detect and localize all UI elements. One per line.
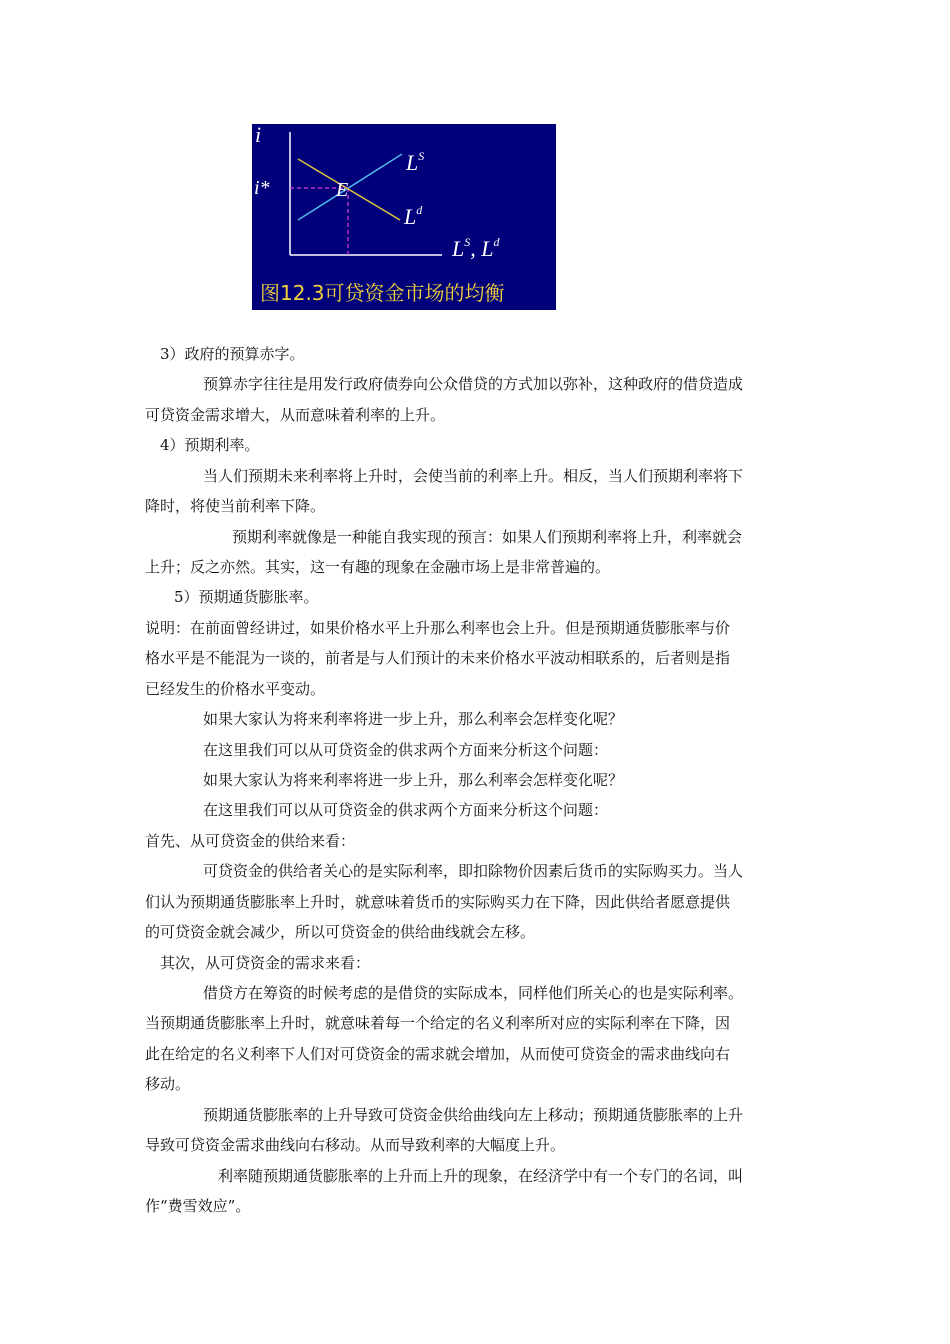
paragraph-line: 在这里我们可以从可贷资金的供求两个方面来分析这个问题： bbox=[203, 801, 609, 819]
paragraph-line: 预期利率就像是一种能自我实现的预言：如果人们预期利率将上升，利率就会 bbox=[232, 528, 743, 546]
paragraph-line: 格水平是不能混为一谈的，前者是与人们预计的未来价格水平波动相联系的，后者则是指 bbox=[145, 649, 731, 667]
paragraph-line: 导致可贷资金需求曲线向右移动。从而导致利率的大幅度上升。 bbox=[145, 1136, 566, 1154]
paragraph-line: 们认为预期通货膨胀率上升时，就意味着货币的实际购买力在下降，因此供给者愿意提供 bbox=[145, 893, 731, 911]
paragraph-line: 此在给定的名义利率下人们对可贷资金的需求就会增加，从而使可贷资金的需求曲线向右 bbox=[145, 1045, 731, 1063]
supply-curve-label: $L^S$ bbox=[406, 149, 425, 175]
section-heading-4: 4）预期利率。 bbox=[160, 436, 260, 454]
equilibrium-rate-label: i* bbox=[254, 177, 270, 199]
paragraph-line: 作“费雪效应”。 bbox=[145, 1197, 251, 1215]
equilibrium-point-label: E bbox=[336, 179, 349, 201]
figure-caption: 图12.3可贷资金市场的均衡 bbox=[260, 281, 505, 305]
section-heading-3: 3）政府的预算赤字。 bbox=[160, 345, 305, 363]
y-axis-label: i bbox=[255, 124, 262, 147]
paragraph-line: 移动。 bbox=[145, 1075, 191, 1093]
demand-curve-label: $L^d$ bbox=[404, 203, 423, 229]
paragraph-line: 的可贷资金就会减少，所以可贷资金的供给曲线就会左移。 bbox=[145, 923, 536, 941]
paragraph-line: 当人们预期未来利率将上升时，会使当前的利率上升。相反，当人们预期利率将下 bbox=[203, 467, 744, 485]
x-axis-label: $L^S$, $L^d$ bbox=[452, 235, 500, 261]
paragraph-line: 可贷资金需求增大，从而意味着利率的上升。 bbox=[145, 406, 446, 424]
paragraph-line: 借贷方在筹资的时候考虑的是借贷的实际成本，同样他们所关心的也是实际利率。 bbox=[203, 984, 744, 1002]
paragraph-line: 可贷资金的供给者关心的是实际利率，即扣除物价因素后货币的实际购买力。当人 bbox=[203, 862, 744, 880]
paragraph-line: 已经发生的价格水平变动。 bbox=[145, 680, 326, 698]
loanable-funds-figure bbox=[252, 124, 556, 310]
supply-curve bbox=[298, 154, 402, 220]
paragraph-line: 其次，从可贷资金的需求来看： bbox=[160, 954, 371, 972]
paragraph-line: 预算赤字往往是用发行政府债券向公众借贷的方式加以弥补，这种政府的借贷造成 bbox=[203, 375, 744, 393]
paragraph-line: 利率随预期通货膨胀率的上升而上升的现象，在经济学中有一个专门的名词，叫 bbox=[218, 1167, 744, 1185]
paragraph-line: 上升；反之亦然。其实，这一有趣的现象在金融市场上是非常普遍的。 bbox=[145, 558, 611, 576]
paragraph-line: 说明：在前面曾经讲过，如果价格水平上升那么利率也会上升。但是预期通货膨胀率与价 bbox=[145, 619, 731, 637]
paragraph-line: 预期通货膨胀率的上升导致可贷资金供给曲线向左上移动；预期通货膨胀率的上升 bbox=[203, 1106, 744, 1124]
section-heading-5: 5）预期通货膨胀率。 bbox=[174, 588, 319, 606]
paragraph-line: 如果大家认为将来利率将进一步上升，那么利率会怎样变化呢？ bbox=[203, 710, 624, 728]
paragraph-line: 降时，将使当前利率下降。 bbox=[145, 497, 326, 515]
paragraph-line: 当预期通货膨胀率上升时，就意味着每一个给定的名义利率所对应的实际利率在下降，因 bbox=[145, 1014, 731, 1032]
paragraph-line: 首先、从可贷资金的供给来看： bbox=[145, 832, 356, 850]
paragraph-line: 如果大家认为将来利率将进一步上升，那么利率会怎样变化呢？ bbox=[203, 771, 624, 789]
paragraph-line: 在这里我们可以从可贷资金的供求两个方面来分析这个问题： bbox=[203, 741, 609, 759]
